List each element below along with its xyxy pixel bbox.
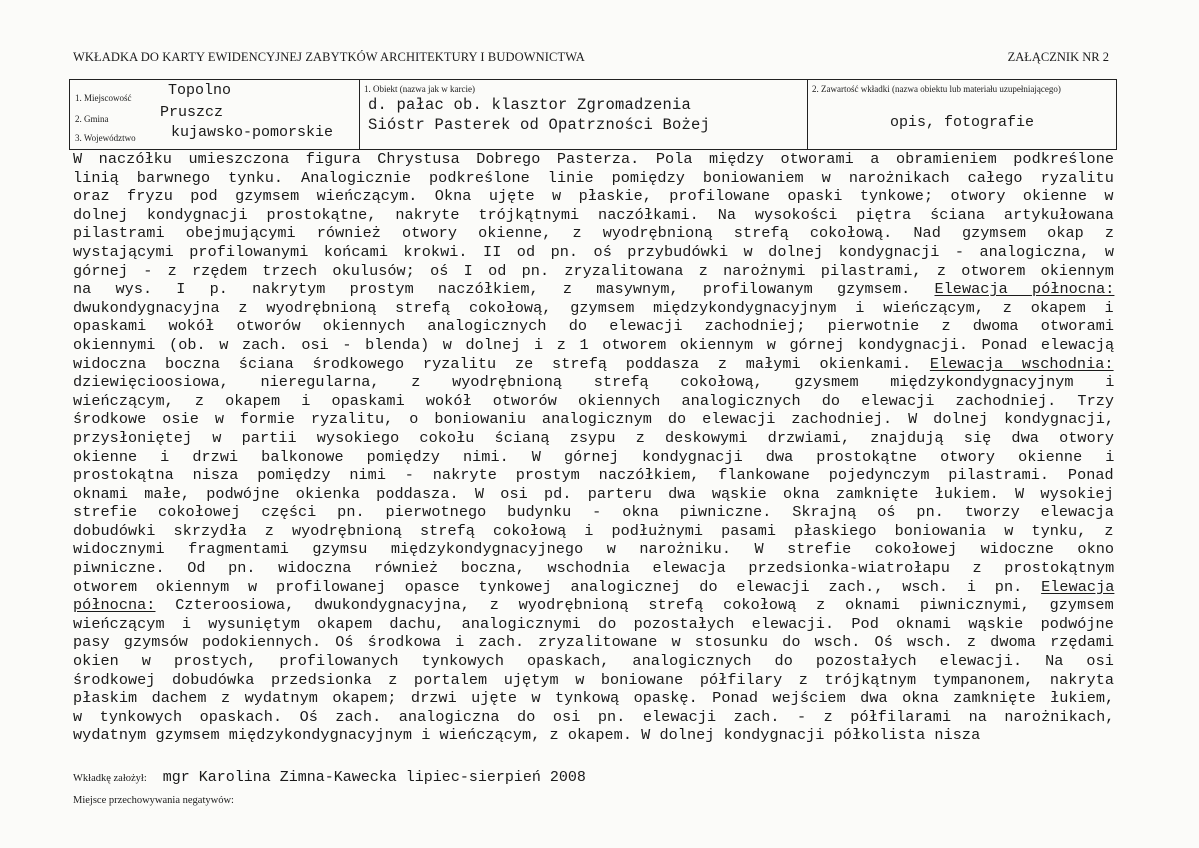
text-line: wystającymi profilowanymi końcami krokwi. II od pn. oś przybudówki w dolnej kondygnacji - analogiczna, w xyxy=(73,242,1115,261)
text-line: wieńczącym, z okapem i opaskami wokół otworów okiennych analogicznych do elewacji zachodniej. Trzy xyxy=(73,391,1115,410)
text-line: przysłoniętej w partii wysokiego cokołu ścianą zsypu z deskowymi drzwiami, znajdują się dwa otwory xyxy=(73,428,1115,447)
location-cell xyxy=(70,80,360,149)
place-label: 1. Miejscowość xyxy=(75,93,132,103)
text-line: w tynkowych opaskach. Oś zach. analogiczna do osi pn. elewacji zach. - z półfilarami na narożnikach, xyxy=(73,707,1115,726)
heading-north-elevation-2a: Elewacja xyxy=(1041,577,1115,596)
text-line: piwniczne. Od pn. widoczna również boczna, wschodnia elewacja przedsionka-wiatrołapu z prostokątnym xyxy=(73,559,1115,578)
text-line xyxy=(73,578,1114,597)
author-value: mgr Karolina Zimna-Kawecka lipiec-sierpień 2008 xyxy=(162,769,586,786)
object-name-line-2: Sióstr Pasterek od Opatrzności Bożej xyxy=(368,116,711,134)
text-line: linią barwnego tynku. Analogicznie podkreślone linie pomiędzy boniowaniem w narożnikach całego ryzalitu xyxy=(73,168,1114,187)
text-line: strefie cokołowej części pn. pierwotnego budynku - okna piwniczne. Skrajną oś pn. tworzy elewacja xyxy=(73,503,1114,522)
insert-content-label: 2. Zawartość wkładki (nazwa obiektu lub materiału uzupełniającego) xyxy=(812,84,1061,94)
text-line: W naczółku umieszczona figura Chrystusa Dobrego Pasterza. Pola między otworami a obramieniem podkreślone xyxy=(73,150,1115,168)
text-line: dwukondygnacyjna z wyodrębnioną strefą cokołową, gzymsem międzykondygnacyjnym i wieńczącym, z okapem i xyxy=(73,298,1114,317)
place-value: Topolno xyxy=(168,82,232,99)
text-line xyxy=(73,355,1114,374)
text-line: płaskim dachem z wydatnym okapem; drzwi ujęte w tynkową opaskę. Ponad wejściem dwa okna zamknięte łukiem, xyxy=(73,689,1115,708)
text-line xyxy=(73,596,1114,615)
place-row xyxy=(75,82,232,106)
text-line: widocznymi fragmentami gzymsu międzykondygnacyjnego w narożniku. W strefie cokołowej widoczne okno xyxy=(73,540,1115,559)
voivodeship-row xyxy=(75,124,334,146)
text-segment: widoczna boczna ściana środkowego ryzalitu ze strefą poddasza z małymi okienkami. xyxy=(73,354,912,373)
text-line: dolnej kondygnacji prostokątne, nakryte trójkątnymi naczółkami. Na wysokości piętra ściana artykułowana xyxy=(73,205,1114,224)
commune-label: 2. Gmina xyxy=(75,114,109,124)
form-title: WKŁADKA DO KARTY EWIDENCYJNEJ ZABYTKÓW ARCHITEKTURY I BUDOWNICTWA xyxy=(73,50,585,64)
heading-north-elevation-2b: północna: xyxy=(73,596,156,615)
text-line: prostokątna nisza pomiędzy nimi - nakryte prostym naczółkiem, flankowane pojedynczym pilastrami. Ponad xyxy=(73,466,1114,485)
object-label: 1. Obiekt (nazwa jak w karcie) xyxy=(364,84,475,94)
heading-north-elevation: Elewacja północna: xyxy=(934,280,1115,299)
annex-number: ZAŁĄCZNIK NR 2 xyxy=(1007,50,1109,64)
heading-east-elevation: Elewacja wschodnia: xyxy=(929,354,1114,373)
text-line: dziewięcioosiowa, nieregularna, z wyodrębnioną strefą cokołową, gzysmem międzykondygnacyjnym i xyxy=(73,373,1115,392)
object-name-line-1: d. pałac ob. klasztor Zgromadzenia xyxy=(368,96,692,114)
voivodeship-label: 3. Województwo xyxy=(75,133,136,143)
voivodeship-value: kujawsko-pomorskie xyxy=(171,124,334,141)
insert-content-value: opis, fotografie xyxy=(889,114,1035,131)
commune-value: Pruszcz xyxy=(160,104,224,121)
author-label: Wkładkę założył: xyxy=(73,773,147,784)
text-line xyxy=(73,280,1114,299)
header-table xyxy=(69,79,1117,150)
text-line: oraz fryzu pod gzymsem wieńczącym. Okna ujęte w płaskie, profilowane opaski tynkowe; otwory okienne w xyxy=(73,187,1114,206)
text-line: pilastrami obejmującymi również otwory okienne, z wyodrębnioną strefą cokołową. Nad gzymsem okap z xyxy=(73,224,1115,243)
text-line: pasy gzymsów podokiennych. Oś środkowa i zach. zryzalitowane w stosunku do wsch. Oś wsch. z dwoma rzędami xyxy=(73,633,1115,652)
author-row xyxy=(73,768,586,786)
text-line: wydatnym gzymsem międzykondygnacyjnym i wieńczącym, z okapem. W dolnej kondygnacji półkolista nisza xyxy=(73,726,981,745)
text-line: okien w prostych, profilowanych tynkowych opaskach, analogicznych do pozostałych elewacji. Na osi xyxy=(73,652,1114,671)
description-text xyxy=(73,150,1114,745)
negatives-location-label: Miejsce przechowywania negatywów: xyxy=(73,795,234,806)
text-line: oknami małe, podwójne okienka poddasza. W osi pd. parteru dwa wąskie okna zamknięte łukiem. W wysokiej xyxy=(73,484,1114,503)
text-line: środkowej dobudówka przedsionka z portalem ujętym w boniowane półfilary z trójkątnym tympanonem, nakryta xyxy=(73,670,1115,689)
text-line: środkowe osie w formie ryzalitu, o boniowaniu analogicznym do elewacji zachodniej. W dolnej kondygnacji, xyxy=(73,410,1115,429)
text-line: górnej - z rzędem trzech okulusów; oś I od pn. zryzalitowana z narożnymi pilastrami, z otworem okiennym xyxy=(73,261,1114,280)
text-line: wieńczącym i wysuniętym okapem dachu, analogicznymi do pozostałych elewacji. Pod oknami wąskie podwójne xyxy=(73,614,1114,633)
commune-row xyxy=(75,104,224,127)
text-line: opaskami wokół otworów okiennych analogicznych do elewacji zachodniej; pierwotnie z dwoma otworami xyxy=(73,317,1115,336)
text-segment: na wys. I p. nakrytym prostym naczółkiem, z masywnym, profilowanym gzymsem. xyxy=(73,280,911,299)
text-line: okiennymi (ob. w zach. osi - blenda) w dolnej i z 1 otworem okiennym w górnej kondygnacji. Ponad elewacją xyxy=(73,335,1115,354)
text-line: dobudówki skrzydła z wyodrębnioną strefą cokołową i podłużnymi pasami płaskiego boniowania w tynku, z xyxy=(73,521,1114,540)
text-segment: Czteroosiowa, dwukondygnacyjna, z wyodrębnioną strefą cokołową z oknami piwnicznymi, gzymsem xyxy=(175,596,1114,615)
text-line: okienne i drzwi balkonowe pomiędzy nimi. W górnej kondygnacji dwa prostokątne otwory okienne i xyxy=(73,447,1115,466)
object-cell xyxy=(360,80,808,149)
text-segment: otworem okiennym w profilowanej opasce tynkowej analogicznej do elewacji zach., wsch. i pn. xyxy=(73,577,1023,596)
insert-content-cell xyxy=(808,80,1116,149)
